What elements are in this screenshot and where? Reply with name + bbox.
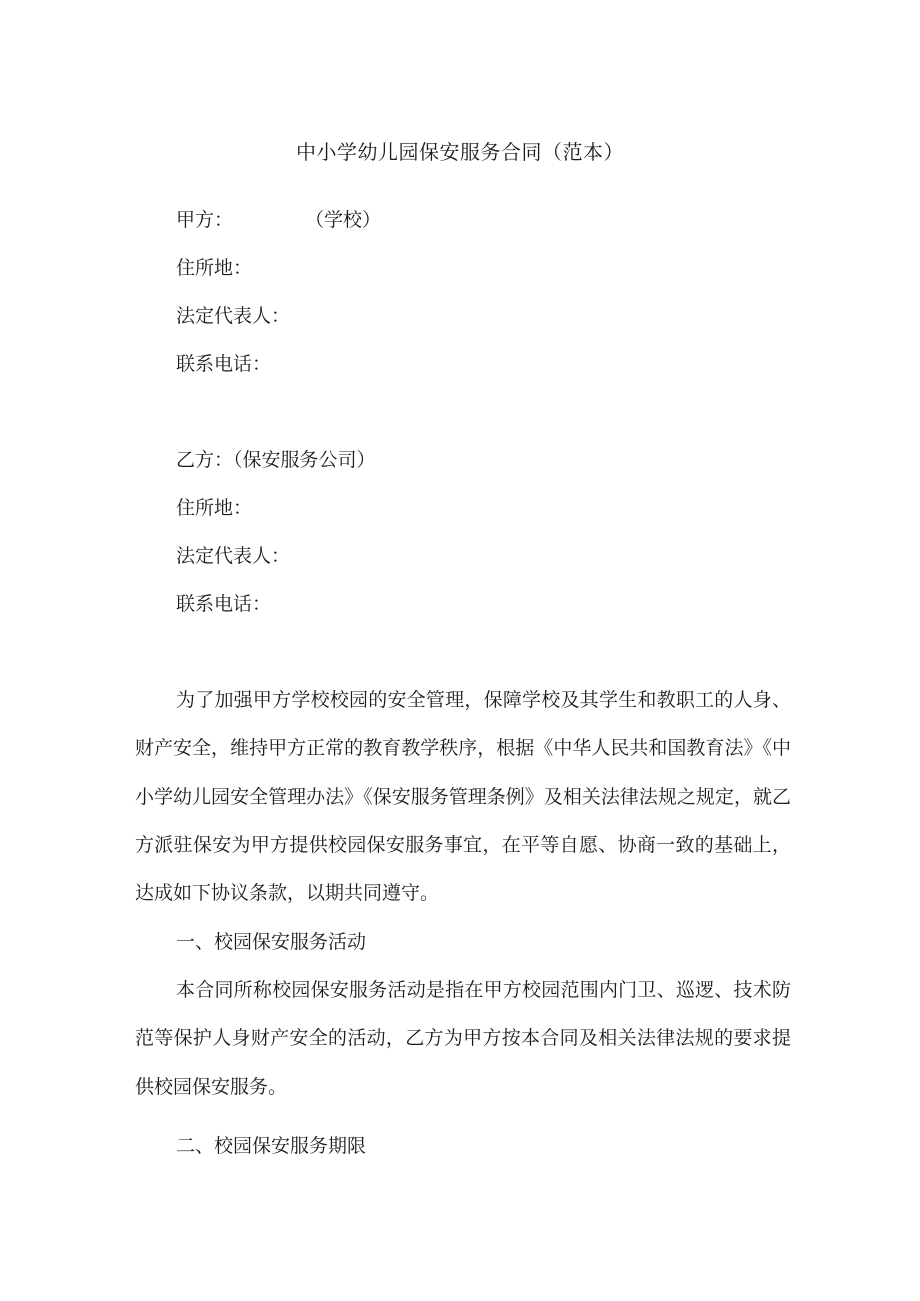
party-a-phone: 联系电话： bbox=[176, 353, 272, 375]
party-b-label: 乙方：（保安服务公司） bbox=[176, 449, 376, 471]
party-a-label: 甲方： bbox=[176, 209, 234, 231]
party-b-rep: 法定代表人： bbox=[176, 545, 291, 567]
section2-heading: 二、校园保安服务期限 bbox=[176, 1135, 367, 1157]
party-b-address: 住所地： bbox=[176, 497, 253, 519]
preamble-paragraph: 为了加强甲方学校校园的安全管理，保障学校及其学生和教职工的人身、财产安全，维持甲方正常的教育教学秩序，根据《中华人民共和国教育法》《中小学幼儿园安全管理办法》《保安服务管理条例》及相关法律法规之规定，就乙方派驻保安为甲方提供校园保安服务事宜，在平等自愿、协商一致的基础上，达成如下协议条款，以期共同遵守。 bbox=[135, 689, 791, 905]
section1-body: 本合同所称校园保安服务活动是指在甲方校园范围内门卫、巡逻、技术防范等保护人身财产安全的活动，乙方为甲方按本合同及相关法律法规的要求提供校园保安服务。 bbox=[135, 979, 791, 1098]
party-a-type: （学校） bbox=[305, 209, 382, 231]
party-a-line bbox=[176, 208, 381, 232]
section1-heading: 一、校园保安服务活动 bbox=[176, 931, 367, 953]
party-b-phone: 联系电话： bbox=[176, 593, 272, 615]
party-a-address: 住所地： bbox=[176, 257, 253, 279]
document-title: 中小学幼儿园保安服务合同（范本） bbox=[296, 140, 624, 164]
party-a-rep: 法定代表人： bbox=[176, 305, 291, 327]
